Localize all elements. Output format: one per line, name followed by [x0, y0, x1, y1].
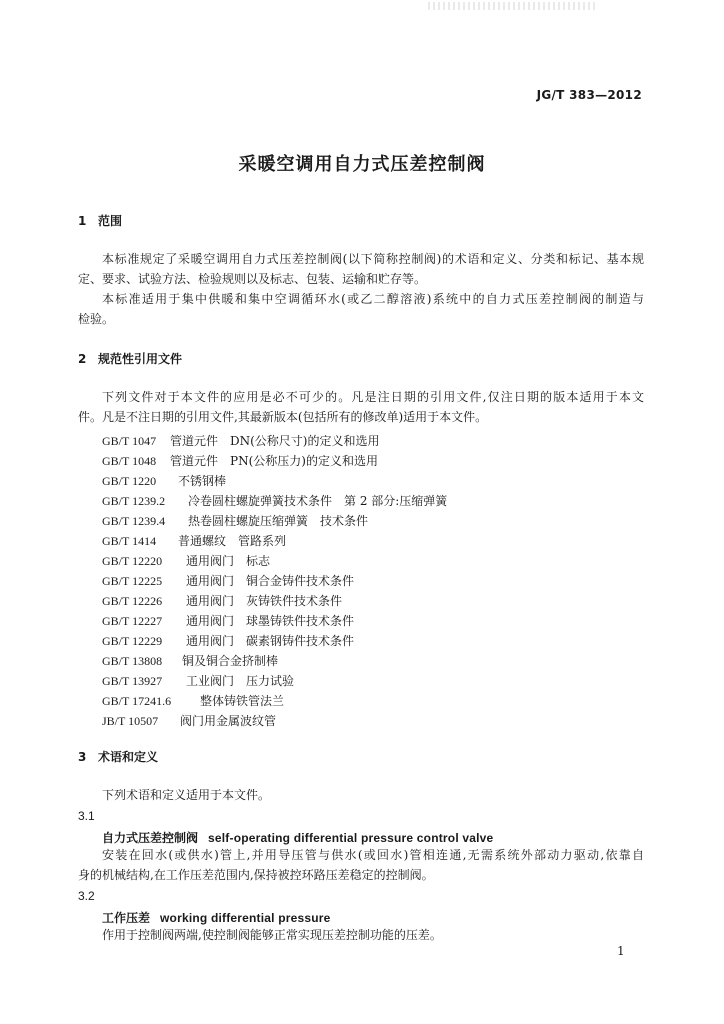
section-title: 规范性引用文件: [98, 352, 183, 366]
reference-title: 不锈钢棒: [178, 474, 227, 488]
reference-title: 通用阀门 标志: [186, 554, 271, 568]
reference-code: GB/T 1239.2: [102, 494, 166, 508]
reference-code: GB/T 12227: [102, 614, 163, 628]
section-number: 2: [78, 352, 87, 366]
term-zh: 自力式压差控制阀: [102, 831, 199, 845]
reference-code: GB/T 1048: [102, 454, 157, 468]
reference-code: GB/T 13808: [102, 654, 163, 668]
paragraph-line: 定、要求、试验方法、检验规则以及标志、包装、运输和贮存等。: [78, 272, 427, 286]
paragraph-line: 身的机械结构,在工作压差范围内,保持被控环路压差稳定的控制阀。: [78, 868, 434, 882]
reference-title: 普通螺纹 管路系列: [178, 534, 287, 548]
reference-title: 整体铸铁管法兰: [200, 694, 285, 708]
reference-code: GB/T 1047: [102, 434, 157, 448]
paragraph-line: 下列术语和定义适用于本文件。: [102, 788, 271, 802]
reference-title: 管道元件 DN(公称尺寸)的定义和选用: [170, 434, 380, 448]
term-en: working differential pressure: [160, 911, 331, 925]
reference-item: [102, 632, 354, 649]
clause-number: 3.1: [78, 809, 95, 823]
reference-title: 工业阀门 压力试验: [186, 674, 295, 688]
term-entry: [102, 909, 331, 926]
reference-code: JB/T 10507: [102, 714, 159, 728]
reference-title: 通用阀门 碳素钢铸件技术条件: [186, 634, 355, 648]
reference-item: [102, 592, 342, 609]
section-heading-normative-references: [78, 350, 182, 367]
reference-title: 铜及铜合金挤制棒: [182, 654, 279, 668]
page-number: 1: [617, 944, 625, 958]
section-number: 1: [78, 214, 87, 228]
standard-code: JG/T 383—2012: [536, 88, 642, 102]
term-en: self-operating differential pressure control valve: [208, 831, 494, 845]
reference-code: GB/T 1220: [102, 474, 157, 488]
reference-code: GB/T 17241.6: [102, 694, 172, 708]
reference-item: [102, 692, 284, 709]
section-heading-terms-definitions: [78, 748, 158, 765]
reference-item: [102, 512, 368, 529]
reference-item: [102, 492, 447, 509]
section-heading-scope: [78, 212, 122, 229]
reference-code: GB/T 1414: [102, 534, 157, 548]
reference-title: 阀门用金属波纹管: [180, 714, 277, 728]
reference-code: GB/T 12225: [102, 574, 163, 588]
clause-number: 3.2: [78, 889, 95, 903]
reference-item: [102, 452, 378, 469]
reference-code: GB/T 12220: [102, 554, 163, 568]
term-entry: [102, 829, 493, 846]
reference-title: 热卷圆柱螺旋压缩弹簧 技术条件: [188, 514, 369, 528]
reference-code: GB/T 12226: [102, 594, 163, 608]
paragraph-line: 安装在回水(或供水)管上,并用导压管与供水(或回水)管相连通,无需系统外部动力驱动,依靠自: [102, 848, 644, 862]
section-title: 术语和定义: [98, 750, 159, 764]
section-number: 3: [78, 750, 87, 764]
reference-title: 管道元件 PN(公称压力)的定义和选用: [170, 454, 378, 468]
reference-item: [102, 712, 276, 729]
reference-title: 通用阀门 灰铸铁件技术条件: [186, 594, 343, 608]
reference-item: [102, 432, 380, 449]
reference-title: 冷卷圆柱螺旋弹簧技术条件 第 2 部分:压缩弹簧: [188, 494, 448, 508]
reference-item: [102, 532, 286, 549]
document-title: 采暖空调用自力式压差控制阀: [238, 154, 486, 175]
reference-code: GB/T 13927: [102, 674, 163, 688]
paragraph-line: 下列文件对于本文件的应用是必不可少的。凡是注日期的引用文件,仅注日期的版本适用于本文: [102, 390, 644, 404]
reference-item: [102, 572, 354, 589]
paragraph-line: 检验。: [78, 312, 115, 326]
section-title: 范围: [98, 214, 123, 228]
reference-code: GB/T 1239.4: [102, 514, 166, 528]
reference-item: [102, 552, 270, 569]
reference-code: GB/T 12229: [102, 634, 163, 648]
term-zh: 工作压差: [102, 911, 151, 925]
reference-item: [102, 672, 294, 689]
reference-item: [102, 472, 226, 489]
paragraph-line: 作用于控制阀两端,使控制阀能够正常实现压差控制功能的压差。: [102, 928, 442, 942]
reference-item: [102, 612, 354, 629]
reference-title: 通用阀门 球墨铸铁件技术条件: [186, 614, 355, 628]
reference-item: [102, 652, 278, 669]
paragraph-line: 件。凡是不注日期的引用文件,其最新版本(包括所有的修改单)适用于本文件。: [78, 410, 488, 424]
reference-title: 通用阀门 铜合金铸件技术条件: [186, 574, 355, 588]
paragraph-line: 本标准适用于集中供暖和集中空调循环水(或乙二醇溶液)系统中的自力式压差控制阀的制造与: [102, 292, 644, 306]
paragraph-line: 本标准规定了采暖空调用自力式压差控制阀(以下简称控制阀)的术语和定义、分类和标记、基本规: [102, 252, 644, 266]
scan-noise: [428, 2, 596, 10]
